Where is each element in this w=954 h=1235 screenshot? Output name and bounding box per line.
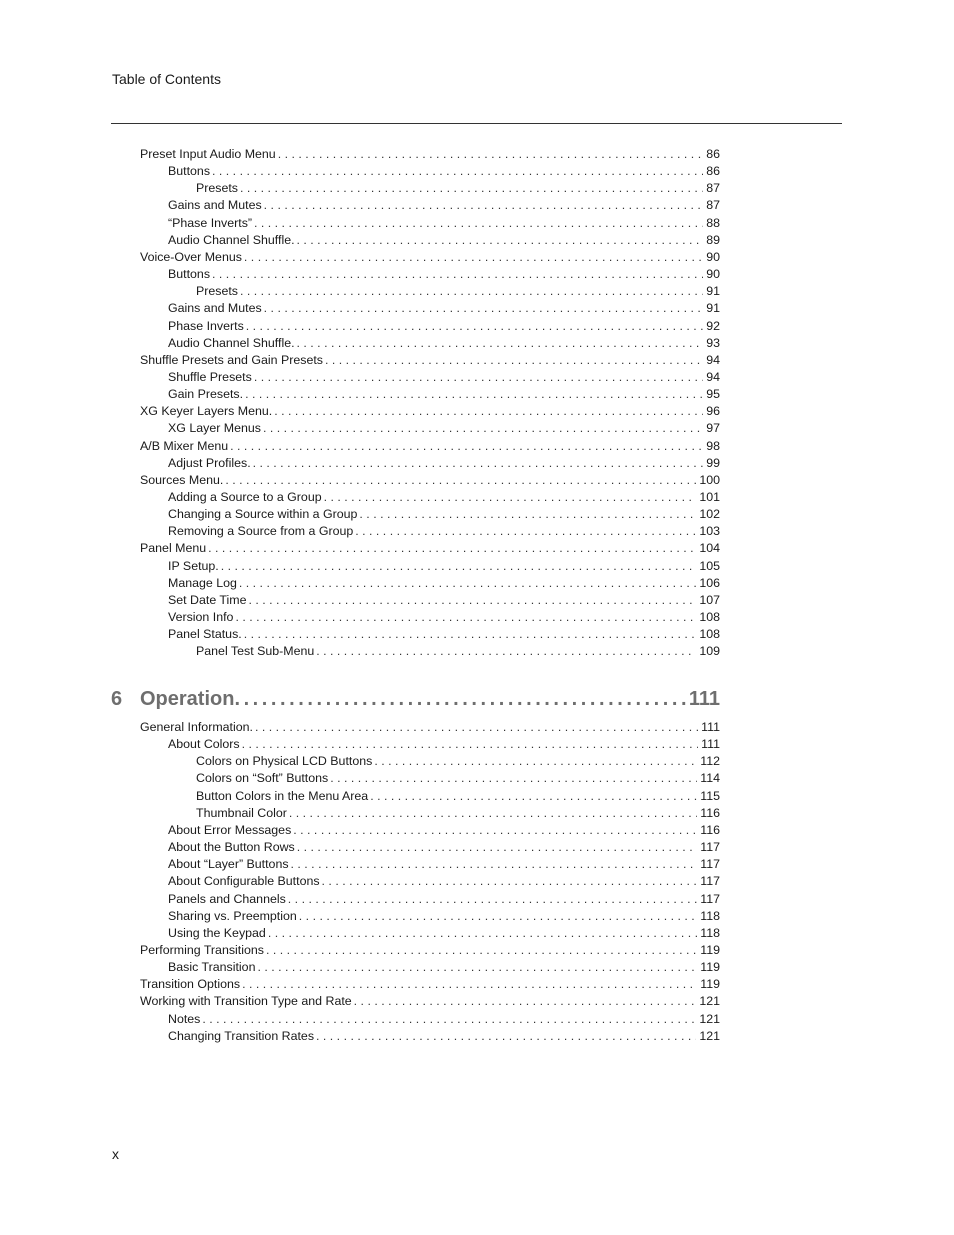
toc-entry[interactable] bbox=[168, 215, 720, 231]
toc-entry-page-number: 103 bbox=[699, 524, 720, 539]
dot-leader bbox=[254, 215, 703, 231]
toc-entry-page-number: 106 bbox=[699, 575, 720, 590]
toc-entry-title: Basic Transition bbox=[168, 960, 256, 975]
toc-entry-page-number: 107 bbox=[699, 592, 720, 607]
toc-entry-title: Panel Menu bbox=[140, 541, 207, 556]
dot-leader bbox=[212, 163, 703, 179]
toc-entry-page-number: 94 bbox=[706, 369, 720, 384]
toc-entry-title: About “Layer” Buttons bbox=[168, 857, 289, 872]
toc-entry-title: Presets bbox=[196, 284, 239, 299]
toc-entry[interactable] bbox=[168, 386, 720, 402]
toc-entry-title: IP Setup. bbox=[168, 558, 219, 573]
toc-entry[interactable] bbox=[168, 1028, 720, 1044]
toc-entry-page-number: 90 bbox=[706, 249, 720, 264]
toc-entry-page-number: 87 bbox=[706, 198, 720, 213]
chapter-number: 6 bbox=[111, 688, 123, 710]
dot-leader bbox=[255, 719, 698, 735]
toc-entry[interactable] bbox=[140, 472, 720, 488]
toc-entry-page-number: 90 bbox=[706, 267, 720, 282]
dot-leader bbox=[245, 386, 703, 402]
chapter-heading-entry[interactable] bbox=[111, 688, 720, 714]
toc-entry-page-number: 89 bbox=[706, 232, 720, 247]
dot-leader bbox=[297, 232, 704, 248]
dot-leader bbox=[257, 959, 697, 975]
toc-entry[interactable] bbox=[196, 180, 720, 196]
toc-entry-page-number: 114 bbox=[700, 771, 720, 786]
toc-entry-page-number: 118 bbox=[700, 908, 720, 923]
toc-entry-page-number: 86 bbox=[706, 147, 720, 161]
toc-entry-title: About Colors bbox=[168, 737, 240, 752]
toc-entry-title: Phase Inverts bbox=[168, 318, 244, 333]
toc-entry-title: Colors on Physical LCD Buttons bbox=[196, 754, 373, 769]
dot-leader bbox=[266, 942, 697, 958]
toc-entry-page-number: 101 bbox=[699, 490, 720, 504]
toc-entry-page-number: 108 bbox=[699, 610, 720, 625]
toc-entry[interactable] bbox=[140, 146, 720, 162]
running-header: Table of Contents bbox=[112, 71, 221, 87]
toc-entry-page-number: 109 bbox=[699, 644, 720, 659]
dot-leader bbox=[240, 283, 703, 299]
dot-leader bbox=[289, 805, 697, 821]
toc-entry-page-number: 108 bbox=[699, 627, 720, 642]
toc-entry[interactable] bbox=[168, 925, 720, 941]
toc-entry[interactable] bbox=[168, 959, 720, 975]
header-rule bbox=[111, 123, 842, 124]
dot-leader bbox=[225, 472, 696, 488]
dot-leader bbox=[264, 300, 704, 316]
dot-leader bbox=[359, 506, 696, 522]
toc-entry[interactable] bbox=[168, 626, 720, 642]
toc-entry[interactable] bbox=[168, 420, 720, 436]
toc-entry-title: Manage Log bbox=[168, 575, 237, 590]
toc-entry-page-number: 105 bbox=[699, 558, 720, 573]
toc-entry-page-number: 88 bbox=[706, 215, 720, 230]
dot-leader bbox=[246, 318, 703, 334]
toc-entry[interactable] bbox=[168, 455, 720, 471]
toc-entry-title: Buttons bbox=[168, 267, 211, 282]
dot-leader bbox=[316, 1028, 696, 1044]
dot-leader bbox=[212, 266, 703, 282]
toc-entry-title: Set Date Time bbox=[168, 592, 247, 607]
toc-entry[interactable] bbox=[196, 753, 720, 769]
toc-entry-page-number: 117 bbox=[700, 874, 720, 889]
toc-entry-title: General Information. bbox=[140, 720, 253, 734]
toc-entry-title: Colors on “Soft” Buttons bbox=[196, 771, 329, 786]
chapter-title: Operation bbox=[140, 688, 235, 710]
chapter-page-number: 111 bbox=[688, 688, 720, 710]
toc-entry[interactable] bbox=[196, 788, 720, 804]
dot-leader bbox=[268, 925, 697, 941]
toc-entry-page-number: 94 bbox=[706, 352, 720, 367]
toc-entry[interactable] bbox=[196, 805, 720, 821]
toc-entry-page-number: 104 bbox=[699, 541, 720, 556]
toc-entry-title: XG Layer Menus bbox=[168, 421, 261, 436]
toc-entry-page-number: 117 bbox=[700, 891, 720, 906]
toc-entry[interactable] bbox=[168, 369, 720, 385]
toc-entry[interactable] bbox=[168, 266, 720, 282]
dot-leader bbox=[355, 523, 696, 539]
dot-leader bbox=[242, 736, 699, 752]
toc-entry-page-number: 119 bbox=[700, 942, 720, 957]
toc-entry-page-number: 117 bbox=[700, 840, 720, 855]
toc-entry[interactable] bbox=[140, 976, 720, 992]
dot-leader bbox=[264, 197, 704, 213]
toc-entry[interactable] bbox=[168, 592, 720, 608]
toc-entry[interactable] bbox=[140, 719, 720, 735]
toc-entry-page-number: 118 bbox=[700, 925, 720, 940]
toc-entry[interactable] bbox=[168, 856, 720, 872]
toc-entry[interactable] bbox=[140, 540, 720, 556]
toc-entry[interactable] bbox=[168, 839, 720, 855]
dot-leader bbox=[316, 643, 696, 659]
dot-leader bbox=[278, 146, 704, 162]
toc-entry[interactable] bbox=[196, 643, 720, 659]
dot-leader bbox=[325, 352, 703, 368]
toc-entry[interactable] bbox=[168, 908, 720, 924]
toc-entry-page-number: 112 bbox=[700, 754, 720, 769]
toc-entry-title: About Configurable Buttons bbox=[168, 874, 320, 889]
dot-leader bbox=[297, 335, 704, 351]
toc-entry[interactable] bbox=[168, 873, 720, 889]
dot-leader bbox=[244, 249, 703, 265]
dot-leader bbox=[235, 609, 696, 625]
dot-leader bbox=[299, 908, 697, 924]
toc-entry-title: About the Button Rows bbox=[168, 840, 295, 855]
toc-entry-page-number: 119 bbox=[700, 977, 720, 992]
toc-entry-page-number: 100 bbox=[699, 472, 720, 487]
toc-entry[interactable] bbox=[196, 283, 720, 299]
toc-entry-page-number: 86 bbox=[706, 164, 720, 179]
toc-entry-page-number: 93 bbox=[706, 335, 720, 350]
toc-entry-title: Preset Input Audio Menu bbox=[140, 147, 276, 161]
toc-entry-page-number: 97 bbox=[706, 421, 720, 436]
toc-entry-title: Changing a Source within a Group bbox=[168, 507, 358, 522]
toc-entry[interactable] bbox=[168, 891, 720, 907]
toc-entry-title: Voice-Over Menus bbox=[140, 249, 242, 264]
dot-leader bbox=[288, 891, 697, 907]
toc-entry[interactable] bbox=[168, 197, 720, 213]
dot-leader bbox=[239, 575, 696, 591]
toc-entry[interactable] bbox=[168, 609, 720, 625]
toc-entry[interactable] bbox=[140, 942, 720, 958]
toc-entry-title: Adding a Source to a Group bbox=[168, 490, 322, 504]
toc-entry-title: Working with Transition Type and Rate bbox=[140, 994, 352, 1009]
toc-entry-page-number: 98 bbox=[706, 438, 720, 453]
toc-entry[interactable] bbox=[140, 438, 720, 454]
toc-entry-page-number: 121 bbox=[699, 1011, 720, 1026]
toc-entry[interactable] bbox=[168, 335, 720, 351]
toc-entry[interactable] bbox=[140, 249, 720, 265]
toc-entry-page-number: 111 bbox=[701, 737, 720, 752]
toc-entry-title: Gains and Mutes bbox=[168, 198, 262, 213]
dot-leader bbox=[324, 489, 697, 505]
toc-entry[interactable] bbox=[140, 352, 720, 368]
toc-entry-page-number: 116 bbox=[700, 822, 720, 837]
toc-entry-title: Buttons bbox=[168, 164, 211, 179]
toc-entry[interactable] bbox=[168, 506, 720, 522]
page-folio: x bbox=[112, 1146, 119, 1162]
toc-entry[interactable] bbox=[140, 403, 720, 419]
toc-entry-page-number: 92 bbox=[706, 318, 720, 333]
toc-entry-title: Notes bbox=[168, 1011, 201, 1026]
dot-leader bbox=[244, 626, 697, 642]
dot-leader bbox=[374, 753, 697, 769]
dot-leader bbox=[240, 180, 703, 196]
dot-leader bbox=[330, 770, 697, 786]
dot-leader bbox=[208, 540, 696, 556]
toc-entry-page-number: 121 bbox=[699, 1028, 720, 1043]
dot-leader bbox=[202, 1011, 696, 1027]
toc-entry-title: Adjust Profiles. bbox=[168, 455, 251, 470]
toc-entry-title: Shuffle Presets bbox=[168, 369, 252, 384]
dot-leader bbox=[322, 873, 698, 889]
toc-entry[interactable] bbox=[168, 822, 720, 838]
toc-entry-page-number: 116 bbox=[700, 805, 720, 820]
dot-leader bbox=[253, 455, 704, 471]
toc-entry-title: Panels and Channels bbox=[168, 891, 286, 906]
toc-entry-title: Presets bbox=[196, 181, 239, 196]
toc-entry-title: Panel Status. bbox=[168, 627, 242, 642]
toc-entry-page-number: 99 bbox=[706, 455, 720, 470]
dot-leader bbox=[254, 369, 703, 385]
dot-leader bbox=[234, 688, 686, 711]
toc-entry-title: Panel Test Sub-Menu bbox=[196, 644, 315, 659]
dot-leader bbox=[230, 438, 703, 454]
toc-entry-page-number: 119 bbox=[700, 960, 720, 975]
dot-leader bbox=[291, 856, 698, 872]
toc-entry[interactable] bbox=[168, 163, 720, 179]
toc-entry-title: Performing Transitions bbox=[140, 942, 264, 957]
toc-entry[interactable] bbox=[168, 232, 720, 248]
dot-leader bbox=[297, 839, 697, 855]
toc-entry-page-number: 87 bbox=[706, 181, 720, 196]
toc-entry-title: Removing a Source from a Group bbox=[168, 524, 354, 539]
toc-entry-page-number: 102 bbox=[699, 507, 720, 522]
toc-entry[interactable] bbox=[168, 318, 720, 334]
toc-entry[interactable] bbox=[168, 1011, 720, 1027]
dot-leader bbox=[249, 592, 697, 608]
dot-leader bbox=[242, 976, 697, 992]
dot-leader bbox=[263, 420, 703, 436]
toc-entry-title: Audio Channel Shuffle. bbox=[168, 232, 295, 247]
dot-leader bbox=[293, 822, 697, 838]
toc-entry-page-number: 117 bbox=[700, 857, 720, 872]
toc-entry-title: XG Keyer Layers Menu. bbox=[140, 404, 273, 419]
toc-entry-title: “Phase Inverts” bbox=[168, 215, 253, 230]
dot-leader bbox=[274, 403, 703, 419]
toc-entry-title: Sources Menu. bbox=[140, 472, 224, 487]
toc-entry-page-number: 91 bbox=[706, 284, 720, 299]
toc-entry-title: Version Info bbox=[168, 610, 234, 625]
toc-entry-title: Button Colors in the Menu Area bbox=[196, 788, 369, 803]
toc-entry-title: A/B Mixer Menu bbox=[140, 438, 229, 453]
toc-entry-page-number: 91 bbox=[706, 301, 720, 316]
toc-entry-title: Shuffle Presets and Gain Presets bbox=[140, 352, 323, 367]
toc-entry-title: Changing Transition Rates bbox=[168, 1028, 315, 1043]
toc-entry-title: Sharing vs. Preemption bbox=[168, 908, 297, 923]
dot-leader bbox=[370, 788, 697, 804]
toc-entry-title: Audio Channel Shuffle. bbox=[168, 335, 295, 350]
toc-entry-page-number: 95 bbox=[706, 387, 720, 402]
toc-entry-title: About Error Messages bbox=[168, 822, 292, 837]
toc-entry[interactable] bbox=[140, 993, 720, 1009]
toc-entry-title: Using the Keypad bbox=[168, 925, 266, 940]
toc-entry[interactable] bbox=[168, 575, 720, 591]
dot-leader bbox=[221, 558, 697, 574]
toc-entry-page-number: 96 bbox=[706, 404, 720, 419]
toc-entry[interactable] bbox=[168, 736, 720, 752]
toc-entry-page-number: 111 bbox=[701, 720, 720, 734]
toc-entry[interactable] bbox=[196, 770, 720, 786]
toc-entry-page-number: 115 bbox=[700, 788, 720, 803]
toc-entry[interactable] bbox=[168, 489, 720, 505]
toc-entry-title: Thumbnail Color bbox=[196, 805, 287, 820]
toc-entry-title: Transition Options bbox=[140, 977, 241, 992]
toc-entry[interactable] bbox=[168, 300, 720, 316]
dot-leader bbox=[354, 993, 697, 1009]
toc-entry[interactable] bbox=[168, 523, 720, 539]
toc-entry-page-number: 121 bbox=[699, 994, 720, 1009]
toc-entry-title: Gains and Mutes bbox=[168, 301, 262, 316]
toc-entry[interactable] bbox=[168, 558, 720, 574]
toc-entry-title: Gain Presets. bbox=[168, 387, 244, 402]
